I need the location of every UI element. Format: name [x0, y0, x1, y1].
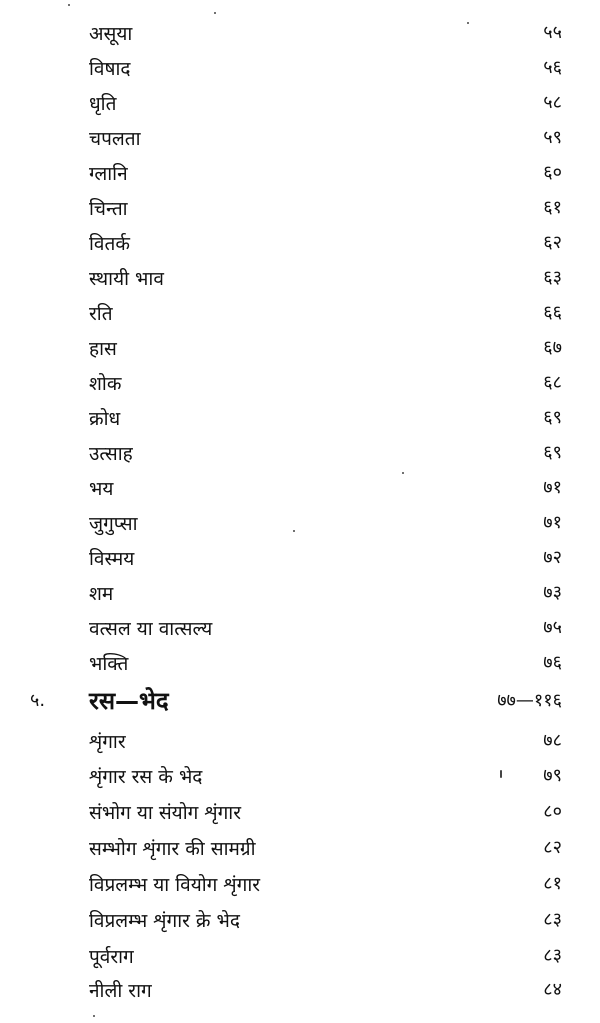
toc-entry-page: ७८	[543, 730, 562, 751]
toc-entry-label: विप्रलम्भ या वियोग शृंगार	[89, 874, 261, 896]
scan-speck	[68, 4, 70, 6]
toc-entry-page: ६३	[543, 267, 562, 288]
toc-entry	[0, 436, 600, 470]
toc-entry	[0, 541, 600, 575]
toc-entry-label: चपलता	[89, 128, 141, 150]
toc-entry	[0, 16, 600, 50]
toc-entry	[0, 903, 600, 937]
toc-entry-label: सम्भोग शृंगार की सामग्री	[89, 838, 256, 860]
toc-entry	[0, 611, 600, 645]
toc-entry	[0, 51, 600, 85]
toc-entry-label: हास	[89, 338, 117, 360]
toc-entry-label: विस्मय	[89, 548, 135, 570]
toc-entry-page: ६८	[543, 372, 562, 393]
toc-entry	[0, 724, 600, 758]
toc-entry-label: रति	[89, 303, 113, 325]
toc-entry-page: ८३	[543, 945, 562, 966]
scan-speck	[93, 1015, 95, 1017]
toc-entry-label: भय	[89, 478, 114, 500]
toc-entry-label: वितर्क	[89, 233, 130, 255]
toc-entry-page: ७६	[543, 652, 562, 673]
toc-entry	[0, 156, 600, 190]
toc-entry-label: विप्रलम्भ शृंगार क्रे भेद	[89, 910, 241, 932]
scan-speck	[214, 12, 216, 14]
toc-entry-label: शोक	[89, 373, 122, 395]
toc-entry-label: स्थायी भाव	[89, 268, 164, 290]
toc-entry	[0, 401, 600, 435]
toc-entry-label: ग्लानि	[89, 163, 128, 185]
chapter-number: ५.	[30, 690, 46, 711]
toc-entry-label: धृति	[89, 93, 117, 115]
toc-entry-page: ७१	[543, 512, 562, 533]
toc-entry-page: ७५	[543, 617, 562, 638]
toc-entry-page: ८२	[543, 837, 562, 858]
toc-entry-page: ६२	[543, 232, 562, 253]
toc-entry-page: ८०	[543, 801, 562, 822]
toc-entry	[0, 296, 600, 330]
toc-entry	[0, 973, 600, 1007]
toc-entry-label: क्रोध	[89, 408, 121, 430]
toc-entry	[0, 121, 600, 155]
toc-entry-page: ८३	[543, 909, 562, 930]
scan-speck	[500, 770, 502, 778]
toc-entry	[0, 261, 600, 295]
scan-speck	[467, 22, 469, 24]
toc-entry	[0, 831, 600, 865]
toc-entry	[0, 226, 600, 260]
toc-entry-page: ७९	[543, 765, 562, 786]
toc-entry	[0, 86, 600, 120]
toc-entry-label: शृंगार रस के भेद	[89, 766, 203, 788]
toc-entry-label: असूया	[89, 23, 133, 45]
chapter-heading	[0, 684, 600, 718]
toc-entry-label: जुगुप्सा	[89, 513, 138, 535]
toc-entry	[0, 939, 600, 973]
toc-entry	[0, 759, 600, 793]
toc-entry-label: भक्ति	[89, 653, 129, 675]
toc-entry-label: वत्सल या वात्सल्य	[89, 618, 213, 640]
toc-entry-label: संभोग या संयोग शृंगार	[89, 802, 241, 824]
toc-entry	[0, 576, 600, 610]
toc-entry-page: ५६	[543, 57, 562, 78]
chapter-title: रस—भेद	[89, 687, 169, 715]
toc-entry-label: शम	[89, 583, 114, 605]
toc-entry-label: चिन्ता	[89, 198, 128, 220]
toc-entry-page: ६७	[543, 337, 562, 358]
scan-speck	[293, 530, 295, 532]
toc-entry	[0, 646, 600, 680]
toc-entry-page: ७१	[543, 477, 562, 498]
toc-entry-page: ५९	[543, 127, 562, 148]
toc-entry	[0, 471, 600, 505]
toc-entry	[0, 867, 600, 901]
toc-entry-page: ७३	[543, 582, 562, 603]
toc-entry-page: ७२	[543, 547, 562, 568]
toc-entry	[0, 191, 600, 225]
toc-entry	[0, 506, 600, 540]
toc-entry-label: शृंगार	[89, 731, 126, 753]
toc-entry-page: ८४	[543, 979, 562, 1000]
toc-entry-page: ६६	[543, 302, 562, 323]
chapter-page-range: ७७—११६	[497, 690, 562, 711]
toc-entry-page: ६०	[543, 162, 562, 183]
toc-entry	[0, 331, 600, 365]
toc-entry-label: नीली राग	[89, 980, 152, 1002]
toc-entry-page: ५५	[543, 22, 562, 43]
toc-entry-page: ६१	[543, 197, 562, 218]
toc-entry-page: ८१	[543, 873, 562, 894]
toc-entry-page: ६९	[543, 442, 562, 463]
scan-speck	[402, 472, 404, 474]
toc-entry-label: पूर्वराग	[89, 946, 134, 968]
toc-entry-page: ५८	[543, 92, 562, 113]
toc-entry	[0, 795, 600, 829]
toc-entry-label: विषाद	[89, 58, 131, 80]
toc-entry-page: ६९	[543, 407, 562, 428]
toc-entry	[0, 366, 600, 400]
toc-entry-label: उत्साह	[89, 443, 133, 465]
